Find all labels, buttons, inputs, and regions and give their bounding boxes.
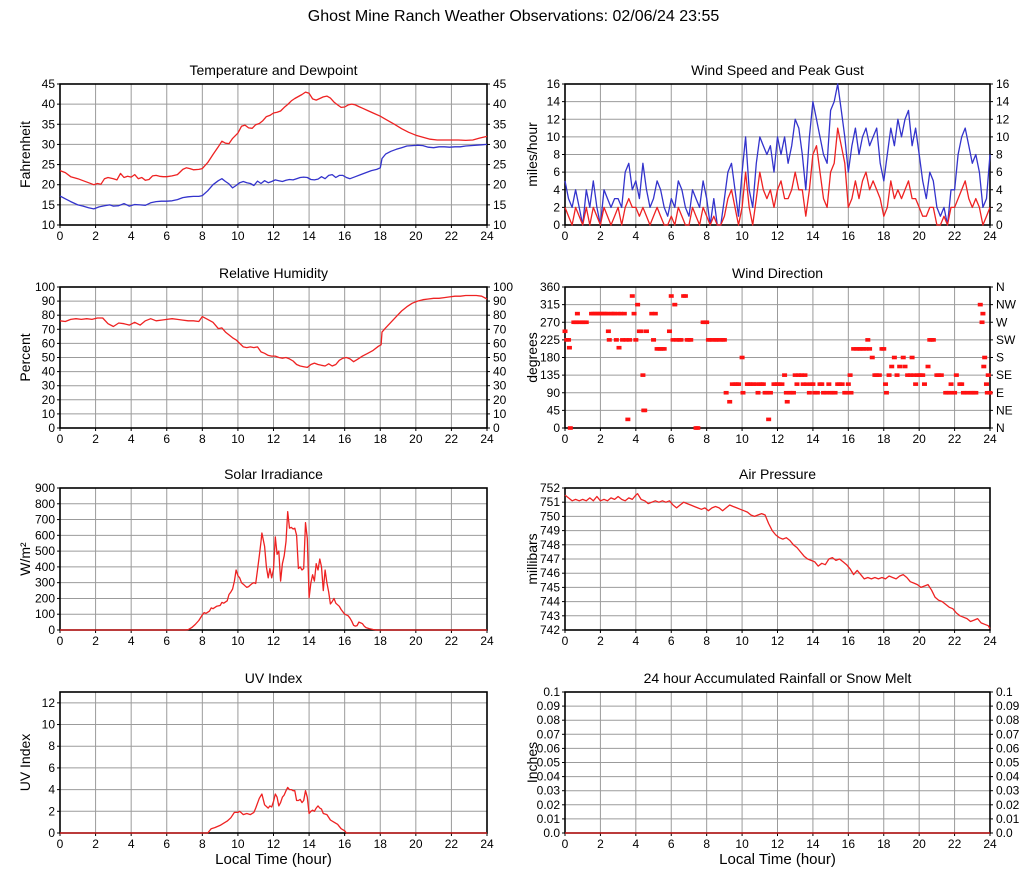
chart-solar-irradiance bbox=[0, 455, 513, 659]
y-tick-label: 745 bbox=[539, 580, 560, 595]
x-tick-label: 14 bbox=[806, 229, 820, 243]
chart-title: Air Pressure bbox=[738, 466, 817, 482]
y-tick-label-right: S bbox=[996, 350, 1005, 365]
x-tick-label: 2 bbox=[92, 634, 99, 648]
y-tick-label: 12 bbox=[41, 695, 55, 710]
chart-wind-speed-gust bbox=[513, 40, 1027, 253]
y-tick-label: 135 bbox=[539, 368, 560, 383]
x-tick-label: 6 bbox=[163, 432, 171, 446]
chart-title: Relative Humidity bbox=[219, 265, 328, 281]
y-tick-label-right: 45 bbox=[493, 77, 507, 91]
y-tick-label-right: 0.04 bbox=[996, 769, 1020, 784]
x-tick-label: 14 bbox=[302, 432, 316, 446]
x-tick-label: 8 bbox=[198, 432, 206, 446]
x-tick-label: 22 bbox=[947, 432, 962, 446]
y-tick-label-right: 20 bbox=[493, 392, 507, 407]
x-tick-label: 2 bbox=[92, 229, 99, 243]
chart-title: Temperature and Dewpoint bbox=[189, 62, 358, 78]
y-tick-label-right: 0.02 bbox=[996, 797, 1020, 812]
x-tick-label: 14 bbox=[806, 432, 820, 446]
chart-title: Wind Speed and Peak Gust bbox=[691, 62, 864, 78]
y-tick-label: 746 bbox=[539, 566, 560, 581]
x-tick-label: 12 bbox=[770, 229, 785, 243]
gridlines bbox=[565, 84, 990, 225]
chart-rainfall bbox=[513, 659, 1027, 878]
x-tick-label: 18 bbox=[373, 432, 387, 446]
y-tick-label: 0.05 bbox=[536, 755, 560, 770]
x-tick-label: 0 bbox=[56, 229, 64, 243]
x-tick-label: 8 bbox=[703, 634, 711, 648]
x-tick-label: 24 bbox=[480, 837, 494, 851]
y-tick-label-right: 60 bbox=[493, 336, 507, 351]
y-tick-label-right: 90 bbox=[493, 294, 507, 309]
y-tick-label-right: 0.08 bbox=[996, 713, 1020, 728]
y-tick-label: 0 bbox=[48, 623, 55, 637]
x-tick-label: 20 bbox=[912, 837, 926, 851]
x-tick-label: 18 bbox=[877, 229, 891, 243]
x-tick-label: 22 bbox=[444, 634, 459, 648]
x-tick-label: 6 bbox=[667, 229, 675, 243]
y-tick-label: 2 bbox=[48, 804, 55, 819]
y-tick-label: 10 bbox=[41, 218, 55, 232]
y-tick-label-right: 0.07 bbox=[996, 727, 1020, 742]
tick-marks bbox=[57, 488, 487, 633]
y-tick-label-right: 0.1 bbox=[996, 685, 1013, 699]
y-tick-label: 30 bbox=[41, 378, 55, 393]
y-tick-label-right: W bbox=[996, 315, 1008, 330]
y-tick-label: 360 bbox=[539, 280, 560, 294]
y-axis-label: UV Index bbox=[17, 733, 33, 792]
y-tick-label-right: 10 bbox=[493, 218, 507, 232]
y-tick-label-right: 0.03 bbox=[996, 783, 1020, 798]
chart-temperature-dewpoint bbox=[0, 40, 513, 253]
x-tick-label: 10 bbox=[735, 229, 749, 243]
y-axis-label: millibars bbox=[524, 533, 540, 585]
y-tick-label: 600 bbox=[34, 528, 55, 543]
y-axis-label: Percent bbox=[17, 333, 33, 382]
x-tick-label: 16 bbox=[841, 837, 856, 851]
x-tick-label: 12 bbox=[266, 837, 281, 851]
y-tick-label: 0.02 bbox=[536, 797, 560, 812]
chart-relative-humidity bbox=[0, 253, 513, 455]
x-tick-label: 4 bbox=[632, 837, 640, 851]
y-tick-label: 742 bbox=[539, 623, 560, 637]
y-tick-label: 748 bbox=[539, 537, 560, 552]
x-tick-label: 10 bbox=[231, 229, 245, 243]
y-tick-label-right: 2 bbox=[996, 200, 1003, 215]
x-tick-label: 4 bbox=[632, 229, 640, 243]
x-tick-label: 4 bbox=[127, 634, 135, 648]
y-axis-label: Inches bbox=[524, 741, 540, 784]
y-tick-label: 10 bbox=[546, 129, 560, 144]
y-tick-label: 500 bbox=[34, 544, 55, 559]
x-tick-label: 10 bbox=[735, 634, 749, 648]
y-tick-label: 0.04 bbox=[536, 769, 560, 784]
y-tick-label: 0 bbox=[48, 826, 55, 840]
y-tick-label-right: 14 bbox=[996, 94, 1010, 109]
y-tick-label: 0.01 bbox=[536, 811, 560, 826]
y-tick-label-right: 30 bbox=[493, 378, 507, 393]
x-tick-label: 14 bbox=[302, 634, 316, 648]
x-tick-label: 0 bbox=[56, 432, 64, 446]
x-tick-label: 0 bbox=[561, 634, 569, 648]
y-tick-label: 752 bbox=[539, 481, 560, 495]
x-tick-label: 6 bbox=[667, 837, 675, 851]
gridlines bbox=[60, 287, 487, 428]
tick-marks bbox=[57, 703, 487, 836]
x-tick-label: 20 bbox=[409, 837, 423, 851]
x-tick-label: 6 bbox=[163, 837, 171, 851]
y-axis-label: Fahrenheit bbox=[17, 121, 33, 188]
y-tick-label: 10 bbox=[41, 717, 55, 732]
tick-marks bbox=[562, 488, 990, 633]
y-tick-label-right: 0 bbox=[996, 218, 1003, 232]
x-tick-label: 6 bbox=[667, 634, 675, 648]
x-tick-label: 24 bbox=[983, 634, 997, 648]
x-tick-label: 6 bbox=[163, 229, 171, 243]
x-tick-label: 12 bbox=[266, 432, 281, 446]
y-tick-label: 700 bbox=[34, 512, 55, 527]
y-tick-label: 16 bbox=[546, 77, 560, 91]
x-tick-label: 22 bbox=[947, 837, 962, 851]
y-tick-label-right: 80 bbox=[493, 308, 507, 323]
chart-air-pressure bbox=[513, 455, 1027, 659]
x-tick-label: 24 bbox=[480, 634, 494, 648]
y-tick-label-right: 6 bbox=[996, 165, 1003, 180]
y-tick-label: 8 bbox=[553, 147, 560, 162]
gridlines bbox=[565, 488, 990, 630]
y-tick-label: 12 bbox=[546, 112, 560, 127]
x-tick-label: 12 bbox=[770, 837, 785, 851]
x-tick-label: 2 bbox=[597, 634, 604, 648]
x-tick-label: 16 bbox=[841, 432, 856, 446]
y-tick-label: 400 bbox=[34, 559, 55, 574]
y-tick-label: 0 bbox=[48, 421, 55, 435]
x-tick-label: 20 bbox=[409, 229, 423, 243]
y-tick-label-right: N bbox=[996, 280, 1005, 294]
x-tick-label: 8 bbox=[703, 432, 711, 446]
x-tick-label: 20 bbox=[912, 432, 926, 446]
chart-title: UV Index bbox=[244, 670, 303, 686]
y-tick-label: 25 bbox=[41, 157, 55, 172]
gridlines bbox=[60, 692, 487, 833]
x-tick-label: 16 bbox=[841, 229, 856, 243]
chart-title: 24 hour Accumulated Rainfall or Snow Melt bbox=[643, 670, 912, 686]
x-tick-label: 6 bbox=[667, 432, 675, 446]
y-tick-label: 4 bbox=[553, 182, 560, 197]
x-tick-label: 0 bbox=[56, 634, 64, 648]
x-tick-label: 18 bbox=[877, 634, 891, 648]
y-tick-label: 70 bbox=[41, 322, 55, 337]
y-tick-label: 749 bbox=[539, 523, 560, 538]
x-tick-label: 24 bbox=[983, 229, 997, 243]
y-tick-label: 45 bbox=[41, 77, 55, 91]
y-tick-label: 0.08 bbox=[536, 713, 560, 728]
y-tick-label: 800 bbox=[34, 496, 55, 511]
y-tick-label-right: 30 bbox=[493, 137, 507, 152]
y-tick-label-right: 10 bbox=[996, 129, 1010, 144]
x-axis-label: Local Time (hour) bbox=[215, 851, 332, 868]
y-tick-label: 100 bbox=[34, 607, 55, 622]
y-tick-label-right: 40 bbox=[493, 97, 507, 112]
y-tick-label: 0.06 bbox=[536, 741, 560, 756]
x-tick-label: 14 bbox=[806, 634, 820, 648]
x-tick-label: 20 bbox=[409, 634, 423, 648]
x-tick-label: 4 bbox=[632, 634, 640, 648]
y-tick-label-right: 50 bbox=[493, 350, 507, 365]
x-tick-label: 18 bbox=[373, 837, 387, 851]
x-tick-label: 10 bbox=[735, 837, 749, 851]
x-tick-label: 8 bbox=[198, 634, 206, 648]
x-tick-label: 22 bbox=[444, 229, 459, 243]
y-tick-label-right: 40 bbox=[493, 364, 507, 379]
y-tick-label-right: 15 bbox=[493, 197, 507, 212]
y-tick-label: 60 bbox=[41, 336, 55, 351]
x-tick-label: 24 bbox=[480, 432, 494, 446]
y-tick-label: 8 bbox=[48, 739, 55, 754]
x-tick-label: 16 bbox=[337, 229, 352, 243]
y-tick-label: 751 bbox=[539, 495, 560, 510]
y-tick-label-right: NW bbox=[996, 297, 1016, 312]
y-tick-label: 200 bbox=[34, 591, 55, 606]
y-tick-label-right: N bbox=[996, 421, 1005, 435]
x-tick-label: 22 bbox=[947, 229, 962, 243]
x-tick-label: 2 bbox=[92, 432, 99, 446]
x-tick-label: 6 bbox=[163, 634, 171, 648]
x-tick-label: 18 bbox=[877, 837, 891, 851]
gridlines bbox=[565, 692, 990, 833]
x-tick-label: 16 bbox=[337, 634, 352, 648]
y-tick-label-right: NE bbox=[996, 403, 1013, 418]
y-tick-label-right: 100 bbox=[493, 280, 513, 294]
y-tick-label: 40 bbox=[41, 97, 55, 112]
y-tick-label-right: 4 bbox=[996, 182, 1003, 197]
y-tick-label: 743 bbox=[539, 608, 560, 623]
y-tick-label-right: 0 bbox=[493, 421, 500, 435]
y-tick-label-right: 8 bbox=[996, 147, 1003, 162]
x-tick-label: 14 bbox=[302, 229, 316, 243]
gridlines bbox=[565, 287, 990, 428]
y-tick-label-right: E bbox=[996, 385, 1005, 400]
x-tick-label: 8 bbox=[703, 837, 711, 851]
y-tick-label: 270 bbox=[539, 315, 560, 330]
x-tick-label: 20 bbox=[912, 634, 926, 648]
y-tick-label: 90 bbox=[546, 385, 560, 400]
x-tick-label: 8 bbox=[198, 229, 206, 243]
y-tick-label: 6 bbox=[48, 760, 55, 775]
y-tick-label-right: 0.05 bbox=[996, 755, 1020, 770]
x-tick-label: 20 bbox=[912, 229, 926, 243]
y-tick-label: 180 bbox=[539, 350, 560, 365]
y-tick-label-right: 20 bbox=[493, 177, 507, 192]
y-tick-label: 744 bbox=[539, 594, 560, 609]
y-tick-label: 0.1 bbox=[543, 685, 560, 699]
y-tick-label: 747 bbox=[539, 552, 560, 566]
x-tick-label: 2 bbox=[597, 229, 604, 243]
x-tick-label: 18 bbox=[373, 634, 387, 648]
x-tick-label: 12 bbox=[770, 634, 785, 648]
y-tick-label: 14 bbox=[546, 94, 560, 109]
x-tick-label: 0 bbox=[561, 837, 569, 851]
x-tick-label: 12 bbox=[770, 432, 785, 446]
x-tick-label: 18 bbox=[373, 229, 387, 243]
chart-uv-index bbox=[0, 659, 513, 878]
y-tick-label: 45 bbox=[546, 403, 560, 418]
chart-title: Solar Irradiance bbox=[224, 466, 323, 482]
x-axis-label: Local Time (hour) bbox=[719, 851, 836, 868]
y-tick-label: 10 bbox=[41, 406, 55, 421]
y-tick-label: 20 bbox=[41, 392, 55, 407]
y-tick-label-right: 70 bbox=[493, 322, 507, 337]
y-tick-label: 50 bbox=[41, 350, 55, 365]
page-title: Ghost Mine Ranch Weather Observations: 02/06/24 23:55 bbox=[307, 8, 720, 25]
x-tick-label: 10 bbox=[231, 837, 245, 851]
x-tick-label: 16 bbox=[337, 837, 352, 851]
x-tick-label: 4 bbox=[127, 837, 135, 851]
x-tick-label: 8 bbox=[198, 837, 206, 851]
y-tick-label-right: 12 bbox=[996, 112, 1010, 127]
x-tick-label: 10 bbox=[231, 432, 245, 446]
x-tick-label: 18 bbox=[877, 432, 891, 446]
x-tick-label: 22 bbox=[444, 837, 459, 851]
x-tick-label: 22 bbox=[444, 432, 459, 446]
x-tick-label: 24 bbox=[480, 229, 494, 243]
y-tick-label: 30 bbox=[41, 137, 55, 152]
x-tick-label: 24 bbox=[983, 432, 997, 446]
x-tick-label: 4 bbox=[632, 432, 640, 446]
y-tick-label: 100 bbox=[34, 280, 55, 294]
x-tick-label: 0 bbox=[561, 229, 569, 243]
y-tick-label: 900 bbox=[34, 481, 55, 495]
y-tick-label-right: SE bbox=[996, 368, 1013, 383]
y-tick-label: 315 bbox=[539, 297, 560, 312]
x-tick-label: 14 bbox=[806, 837, 820, 851]
x-tick-label: 16 bbox=[337, 432, 352, 446]
y-tick-label: 0.07 bbox=[536, 727, 560, 742]
y-tick-label: 4 bbox=[48, 782, 55, 797]
y-tick-label: 225 bbox=[539, 332, 560, 347]
y-tick-label: 0.03 bbox=[536, 783, 560, 798]
y-tick-label: 35 bbox=[41, 117, 55, 132]
y-tick-label: 750 bbox=[539, 509, 560, 524]
x-tick-label: 20 bbox=[409, 432, 423, 446]
y-axis-label: W/m² bbox=[17, 542, 33, 576]
y-tick-label: 0 bbox=[553, 421, 560, 435]
y-tick-label: 2 bbox=[553, 200, 560, 215]
chart-wind-direction bbox=[513, 253, 1027, 455]
x-tick-label: 16 bbox=[841, 634, 856, 648]
x-tick-label: 12 bbox=[266, 229, 281, 243]
y-tick-label-right: 16 bbox=[996, 77, 1010, 91]
x-tick-label: 4 bbox=[127, 432, 135, 446]
y-axis-label: miles/hour bbox=[524, 122, 540, 187]
y-tick-label: 0.0 bbox=[543, 826, 560, 840]
y-tick-label-right: 10 bbox=[493, 406, 507, 421]
y-tick-label-right: SW bbox=[996, 332, 1016, 347]
y-tick-label-right: 0.06 bbox=[996, 741, 1020, 756]
x-tick-label: 2 bbox=[597, 837, 604, 851]
y-tick-label: 0.09 bbox=[536, 699, 560, 714]
x-tick-label: 2 bbox=[597, 432, 604, 446]
y-tick-label-right: 0.01 bbox=[996, 811, 1020, 826]
x-tick-label: 0 bbox=[56, 837, 64, 851]
x-tick-label: 22 bbox=[947, 634, 962, 648]
y-tick-label: 15 bbox=[41, 197, 55, 212]
y-tick-label-right: 0.09 bbox=[996, 699, 1020, 714]
x-tick-label: 10 bbox=[735, 432, 749, 446]
x-tick-label: 2 bbox=[92, 837, 99, 851]
x-tick-label: 0 bbox=[561, 432, 569, 446]
x-tick-label: 12 bbox=[266, 634, 281, 648]
y-tick-label: 300 bbox=[34, 575, 55, 590]
x-tick-label: 14 bbox=[302, 837, 316, 851]
y-tick-label: 6 bbox=[553, 165, 560, 180]
x-tick-label: 4 bbox=[127, 229, 135, 243]
y-tick-label: 20 bbox=[41, 177, 55, 192]
y-tick-label: 80 bbox=[41, 308, 55, 323]
chart-title: Wind Direction bbox=[731, 265, 824, 281]
y-tick-label-right: 0.0 bbox=[996, 826, 1013, 840]
x-tick-label: 8 bbox=[703, 229, 711, 243]
x-tick-label: 10 bbox=[231, 634, 245, 648]
x-tick-label: 24 bbox=[983, 837, 997, 851]
y-tick-label: 0 bbox=[553, 218, 560, 232]
y-axis-label: degrees bbox=[524, 332, 540, 383]
y-tick-label: 40 bbox=[41, 364, 55, 379]
y-tick-label-right: 35 bbox=[493, 117, 507, 132]
y-tick-label: 90 bbox=[41, 294, 55, 309]
y-tick-label-right: 25 bbox=[493, 157, 507, 172]
